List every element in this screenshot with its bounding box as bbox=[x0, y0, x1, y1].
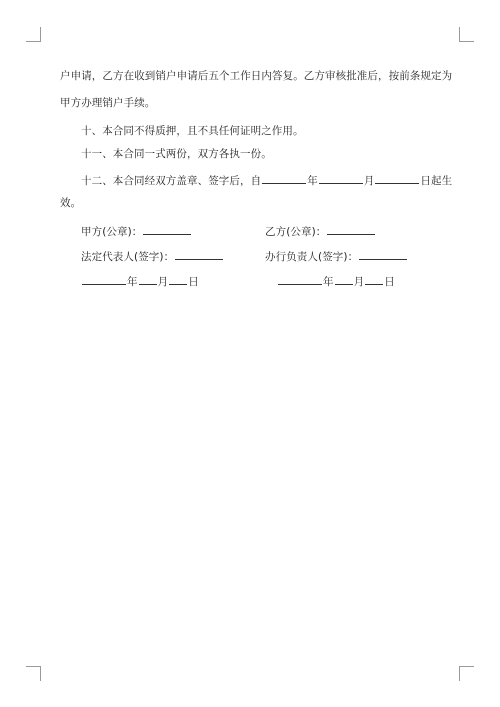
party-b-year-blank bbox=[278, 273, 322, 285]
party-a-date bbox=[81, 273, 199, 289]
crop-mark-top-left bbox=[26, 27, 41, 42]
day-blank bbox=[375, 172, 419, 184]
clause-12-month: 月 bbox=[363, 175, 375, 187]
crop-mark-top-right bbox=[459, 27, 474, 42]
party-b-day-blank bbox=[365, 273, 383, 285]
legal-rep-blank bbox=[175, 248, 223, 260]
party-b-year: 年 bbox=[323, 276, 334, 288]
clause-12-prefix: 十二、本合同经双方盖章、签字后，自 bbox=[81, 175, 262, 187]
party-b-month: 月 bbox=[353, 276, 365, 288]
party-a-day-blank bbox=[169, 273, 187, 285]
party-b-seal-blank bbox=[327, 223, 375, 235]
legal-rep-label: 法定代表人(签字)： bbox=[81, 251, 175, 263]
legal-rep-signature bbox=[81, 248, 224, 264]
party-b-seal-label: 乙方(公章)： bbox=[265, 226, 327, 238]
branch-manager-blank bbox=[359, 248, 407, 260]
branch-manager-signature bbox=[265, 248, 408, 264]
crop-mark-bottom-right bbox=[459, 666, 474, 681]
clause-11: 十一、本合同一式两份，双方各执一份。 bbox=[81, 148, 272, 160]
party-a-month-blank bbox=[139, 273, 157, 285]
clause-12 bbox=[81, 172, 452, 188]
month-blank bbox=[319, 172, 363, 184]
party-b-day: 日 bbox=[384, 276, 395, 288]
clause-12-day-suffix: 日起生 bbox=[420, 175, 453, 187]
party-a-year-blank bbox=[82, 273, 126, 285]
clause-12-continuation: 效。 bbox=[60, 197, 82, 209]
party-a-month: 月 bbox=[157, 276, 169, 288]
party-b-month-blank bbox=[335, 273, 353, 285]
year-blank bbox=[262, 172, 306, 184]
party-a-seal bbox=[81, 223, 192, 239]
party-b-seal bbox=[265, 223, 376, 239]
party-a-seal-label: 甲方(公章)： bbox=[81, 226, 143, 238]
party-a-year: 年 bbox=[127, 276, 138, 288]
party-b-date bbox=[277, 273, 395, 289]
paragraph-continuation-line-2: 甲方办理销户手续。 bbox=[60, 97, 156, 109]
crop-mark-bottom-left bbox=[26, 666, 41, 681]
clause-10: 十、本合同不得质押，且不具任何证明之作用。 bbox=[81, 125, 304, 137]
party-a-seal-blank bbox=[143, 223, 191, 235]
clause-12-year: 年 bbox=[307, 175, 318, 187]
paragraph-continuation-line-1: 户申请，乙方在收到销户申请后五个工作日内答复。乙方审核批准后，按前条规定为 bbox=[60, 70, 453, 82]
branch-manager-label: 办行负责人(签字)： bbox=[265, 251, 359, 263]
party-a-day: 日 bbox=[188, 276, 199, 288]
